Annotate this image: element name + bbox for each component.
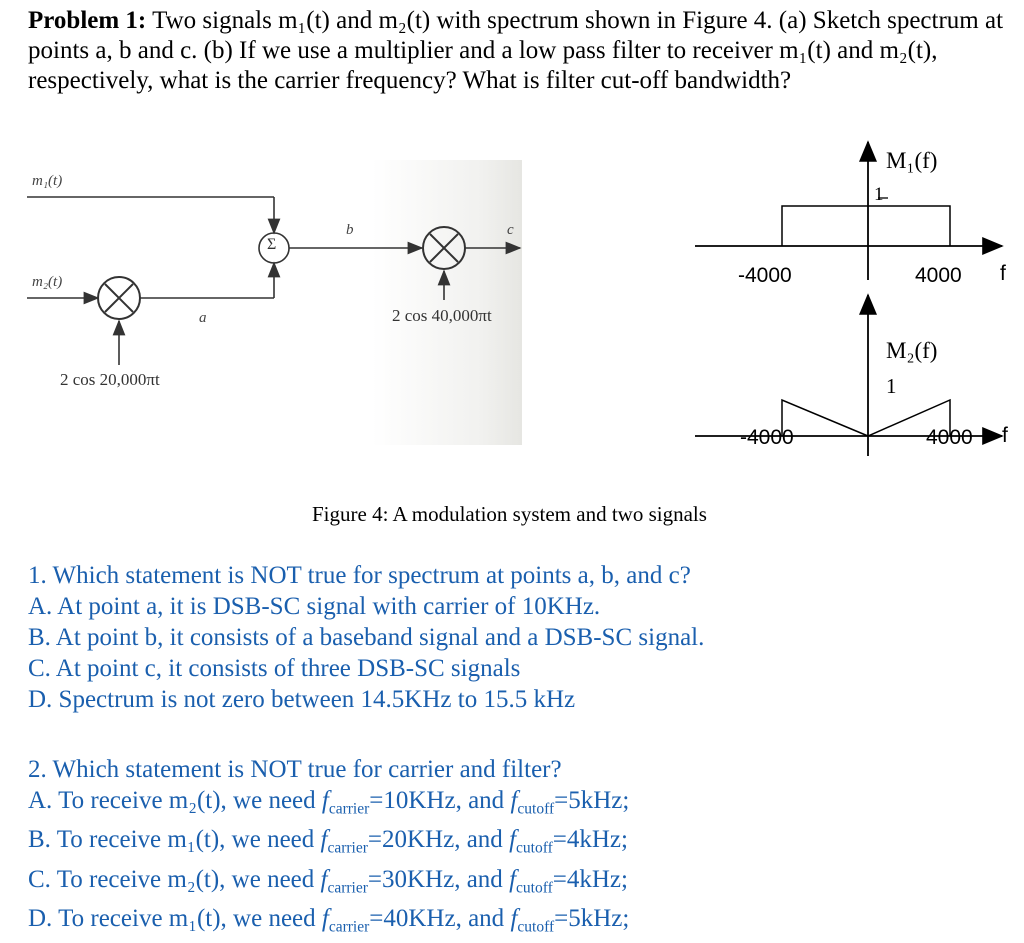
m1-spectrum-title: M₁(f) bbox=[886, 148, 938, 173]
oscillator2-label: 2 cos 40,000πt bbox=[392, 306, 492, 325]
question-1-option-b[interactable]: B. At point b, it consists of a baseband signal and a DSB-SC signal. bbox=[28, 624, 705, 651]
block-diagram-lines bbox=[22, 160, 522, 445]
m2-spectrum-height: 1 bbox=[886, 374, 897, 398]
spectra-plots bbox=[690, 140, 1020, 470]
m1-axis-label: f bbox=[1000, 262, 1006, 285]
question-1 bbox=[28, 560, 704, 715]
m2-left-tick: -4000 bbox=[740, 426, 794, 449]
m1-input-label: m₁(t) bbox=[32, 173, 63, 189]
problem-statement bbox=[28, 6, 1018, 96]
question-1-stem: 1. Which statement is NOT true for spectrum at points a, b, and c? bbox=[28, 562, 691, 589]
figure-caption: Figure 4: A modulation system and two signals bbox=[312, 502, 707, 526]
question-1-option-c[interactable]: C. At point c, it consists of three DSB-SC signals bbox=[28, 655, 521, 682]
problem-heading: Problem 1: bbox=[28, 7, 147, 34]
question-2-option-a[interactable]: A. To receive m₂(t), we need $f_{carrier}=10KHz$, and $f_{cutoff}=5kHz$; bbox=[28, 787, 630, 818]
m1-right-tick: 4000 bbox=[915, 264, 962, 287]
m2-spectrum-title: M₂(f) bbox=[886, 338, 938, 363]
m1-left-tick: -4000 bbox=[738, 264, 792, 287]
point-b-label: b bbox=[346, 222, 354, 238]
question-2-stem: 2. Which statement is NOT true for carrier and filter? bbox=[28, 756, 562, 783]
question-2-option-c[interactable]: C. To receive m₂(t), we need $f_{carrier}=30KHz$, and $f_{cutoff}=4kHz$; bbox=[28, 865, 628, 897]
question-2 bbox=[28, 754, 629, 943]
m2-axis-label: f bbox=[1002, 424, 1008, 447]
oscillator1-label: 2 cos 20,000πt bbox=[60, 370, 160, 389]
point-c-label: c bbox=[507, 222, 514, 238]
point-a-label: a bbox=[199, 310, 207, 326]
modulation-block-diagram bbox=[22, 160, 522, 445]
m1-spectrum-height: 1 bbox=[874, 184, 884, 205]
m2-input-label: m₂(t) bbox=[32, 274, 63, 290]
question-1-option-d[interactable]: D. Spectrum is not zero between 14.5KHz to 15.5 kHz bbox=[28, 686, 576, 713]
question-2-option-d[interactable]: D. To receive m₁(t), we need $f_{carrier}=40KHz$, and $f_{cutoff}=5kHz$; bbox=[28, 905, 630, 936]
question-1-option-a[interactable]: A. At point a, it is DSB-SC signal with carrier of 10KHz. bbox=[28, 593, 601, 620]
m2-right-tick: 4000 bbox=[926, 426, 973, 449]
question-2-option-b[interactable]: B. To receive m₁(t), we need $f_{carrier}=20KHz$, and $f_{cutoff}=4kHz$; bbox=[28, 826, 628, 857]
signal-spectra bbox=[690, 140, 1020, 470]
problem-text: Two signals m₁(t) and m₂(t) with spectrum shown in Figure 4. (a) Sketch spectrum at points a, b and c. (b) If we use a multiplier and a low pass filter to receiver m₁(t) and m₂(t), respectively, what is the carrier frequency? What is filter cut-off bandwidth? bbox=[28, 7, 1004, 94]
summer-sigma: Σ bbox=[267, 236, 277, 253]
